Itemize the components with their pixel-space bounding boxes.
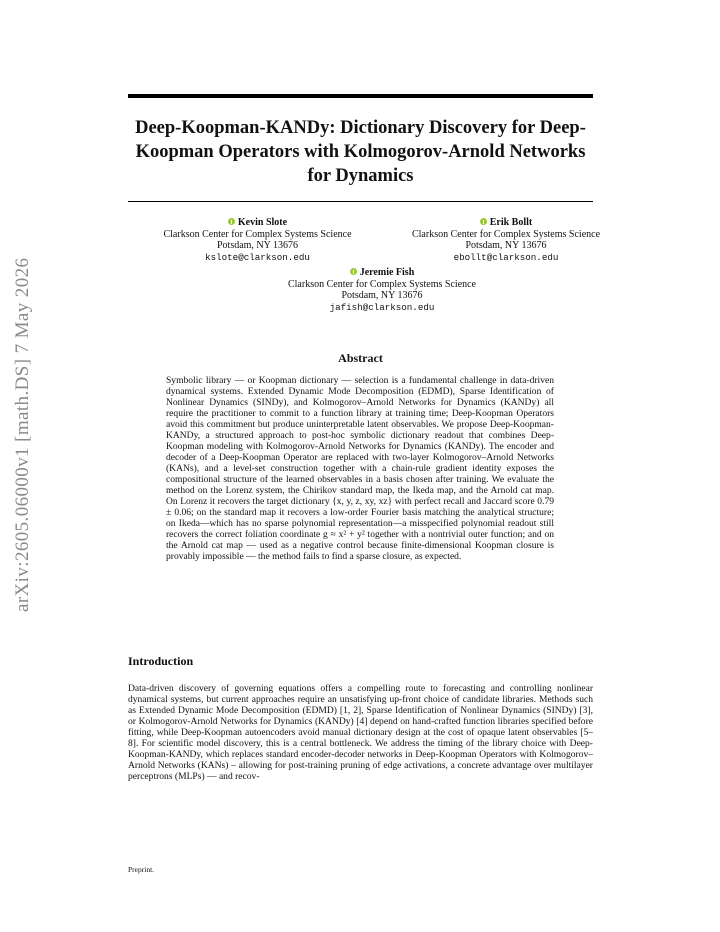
author-location: Potsdam, NY 13676 xyxy=(341,290,423,301)
author-affiliation: Clarkson Center for Complex Systems Science xyxy=(163,228,352,240)
preprint-footer: Preprint. xyxy=(128,865,155,874)
title-top-rule xyxy=(128,94,593,98)
author-name: Kevin Slote xyxy=(237,217,288,228)
orcid-icon[interactable] xyxy=(480,218,487,225)
author-email[interactable]: ebollt@clarkson.edu xyxy=(453,251,559,263)
author-name: Jeremie Fish xyxy=(359,267,415,278)
abstract-heading: Abstract xyxy=(338,351,383,365)
abstract-text: Symbolic library — or Koopman dictionary — selection is a fundamental challenge in data-driven dynamical systems. Extended Dynamic Mode Decomposition (EDMD), Sparse Identification of Nonlinear Dynamics (SINDy), and Kolmogorov–Arnold Networks for Dynamics (KANDy) all require the practitioner to commit to a function library at training time; Deep-Koopman Operators avoid this commitment but produce uninterpretable latent observables. We propose Deep-Koopman-KANDy, a structured approach to post-hoc symbolic dictionary readout that combines Deep-Koopman modeling with Kolmogorov-Arnold Networks for Dynamics (KANDy). The encoder and decoder of a Deep-Koopman Operator are replaced with two-layer Kolmogorov–Arnold Networks (KANs), and a level-set construction together with a chain-rule gradient identity exposes the compositional structure of the learned observables in a basis chosen after training. We evaluate the method on the Lorenz system, the Chirikov standard map, the Ikeda map, and the Arnold cat map. On Lorenz it recovers the target dictionary {x, y, z, xy, xz} with perfect recall and Jaccard score 0.79 ± 0.06; on the standard map it recovers a low-order Fourier basis matching the analytical structure; on Ikeda—which has no sparse polynomial representation—a misspecified polynomial readout still recovers the correct foliation coordinate g ≈ x² + y² together with a nontrivial outer function; and on the Arnold cat map — used as a negative control because finite-dimensional Koopman closure is provably impossible — the method fails to find a sparse closure, as expected. xyxy=(166,375,554,562)
orcid-icon[interactable] xyxy=(228,218,235,225)
author-name: Erik Bollt xyxy=(489,217,533,228)
paper-title: Deep-Koopman-KANDy: Dictionary Discovery for Deep-Koopman Operators with Kolmogorov-Arnold Networks for Dynamics xyxy=(135,118,586,186)
author-location: Potsdam, NY 13676 xyxy=(465,240,547,251)
orcid-icon[interactable] xyxy=(350,268,357,275)
author-block-1 xyxy=(145,217,370,263)
author-email[interactable]: jafish@clarkson.edu xyxy=(329,301,435,313)
introduction-heading: Introduction xyxy=(128,654,194,668)
title-bottom-rule xyxy=(128,201,593,202)
author-block-2 xyxy=(393,217,619,263)
introduction-text: Data-driven discovery of governing equations offers a compelling route to forecasting and controlling nonlinear dynamical systems, but current approaches require an unsatisfying up-front choice of candidate libraries. Methods such as Extended Dynamic Mode Decomposition (EDMD) [1, 2], Sparse Identification of Nonlinear Dynamics (SINDy) [3], or Kolmogorov-Arnold Networks for Dynamics (KANDy) [4] depend on hand-crafted function libraries specified before fitting, while Deep-Koopman autoencoders avoid manual dictionary design at the cost of opaque latent observables [5–8]. For scientific model discovery, this is a central bottleneck. We address the timing of the library choice with Deep-Koopman-KANDy, which replaces standard encoder-decoder networks in Deep-Koopman Operators with Kolmogorov–Arnold Networks (KANs) – allowing for post-training pruning of edge activations, a concrete advantage over multilayer perceptrons (MLPs) — and recov- xyxy=(128,683,593,782)
author-block-3 xyxy=(247,267,517,313)
author-location: Potsdam, NY 13676 xyxy=(216,240,299,251)
author-affiliation: Clarkson Center for Complex Systems Science xyxy=(411,228,601,240)
arxiv-identifier: arXiv:2605.06000v1 [math.DS] 7 May 2026 xyxy=(12,257,33,612)
author-email[interactable]: kslote@clarkson.edu xyxy=(205,251,310,263)
author-affiliation: Clarkson Center for Complex Systems Science xyxy=(287,278,477,290)
